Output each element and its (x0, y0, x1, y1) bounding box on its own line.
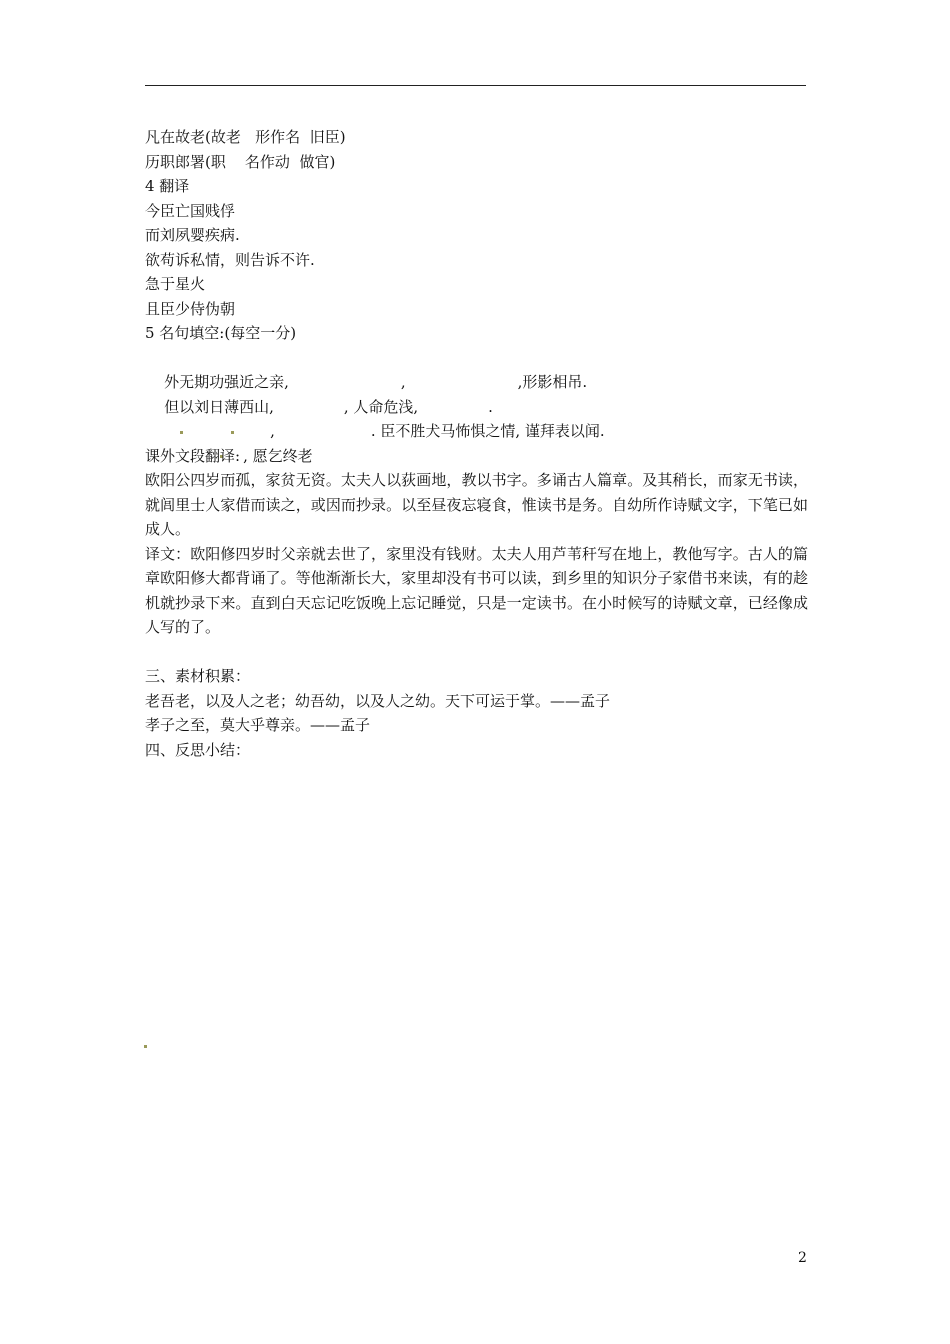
fill-text: . 臣不胜犬马怖惧之情, 谨拜表以闻. (370, 422, 605, 440)
fill-text: , 人命危浅, (343, 397, 419, 416)
translate-item-5: 且臣少侍伪朝 (145, 299, 236, 318)
fill-text: ,形影相吊. (517, 373, 588, 391)
passage-translation: 译文：欧阳修四岁时父亲就去世了，家里没有钱财。太夫人用芦苇秆写在地上，教他写字。古人的篇章欧阳修大都背诵了。等他渐渐长大，家里却没有书可以读，到乡里的知识分子家借书来读，有的趁机就抄录下来。直到白天忘记吃饭晚上忘记睡觉，只是一定读书。在小时候写的诗赋文章，已经像成人写的了。 (145, 544, 808, 636)
fill-text: 外无期功强近之亲, (164, 373, 289, 391)
quote-mencius-2: 孝子之至，莫大乎尊亲。——孟子 (145, 716, 371, 734)
spacer (145, 640, 808, 665)
translation-heading: 4 翻译 (145, 177, 190, 195)
fill-text: , (400, 373, 406, 391)
section-4-title: 四、反思小结： (145, 740, 251, 759)
translate-item-3: 欲苟诉私情，则告诉不许. (145, 250, 315, 269)
fill-blank-heading: 5 名句填空:(每空一分) (145, 324, 297, 342)
fill-text: , (270, 422, 275, 440)
translate-item-1: 今臣亡国贱俘 (145, 201, 236, 220)
fill-text: 但以刘日薄西山, (164, 397, 274, 416)
mark-dot (180, 431, 183, 434)
classical-passage: 欧阳公四岁而孤，家贫无资。太夫人以荻画地，教以书字。多诵古人篇章。及其稍长，而家无书读，就闾里士人家借而读之，或因而抄录。以至昼夜忘寝食，惟读书是务。自幼所作诗赋文字，下笔已如成人。 (145, 471, 808, 538)
document-body (145, 125, 808, 762)
mark-dot (231, 431, 234, 434)
translate-item-2: 而刘夙婴疾病. (145, 226, 240, 244)
note-line-2: 历职郎署(职 名作动 做官) (145, 152, 336, 171)
extra-reading-heading: 课外文段翻译: (145, 446, 241, 465)
fill-text: . (488, 397, 493, 416)
section-3-title: 三、素材积累： (145, 667, 251, 685)
quote-mencius-1: 老吾老，以及人之老；幼吾幼，以及人之幼。天下可运于掌。——孟子 (145, 691, 611, 710)
page-number: 2 (798, 1250, 807, 1266)
header-rule (145, 85, 806, 86)
translate-item-4: 急于星火 (145, 275, 206, 293)
fill-text: , 愿乞终老 (243, 446, 313, 465)
stray-mark-dot (144, 1045, 147, 1048)
note-line-1: 凡在故老(故老 形作名 旧臣) (145, 128, 346, 146)
fill-blank-line-1 (145, 346, 808, 391)
